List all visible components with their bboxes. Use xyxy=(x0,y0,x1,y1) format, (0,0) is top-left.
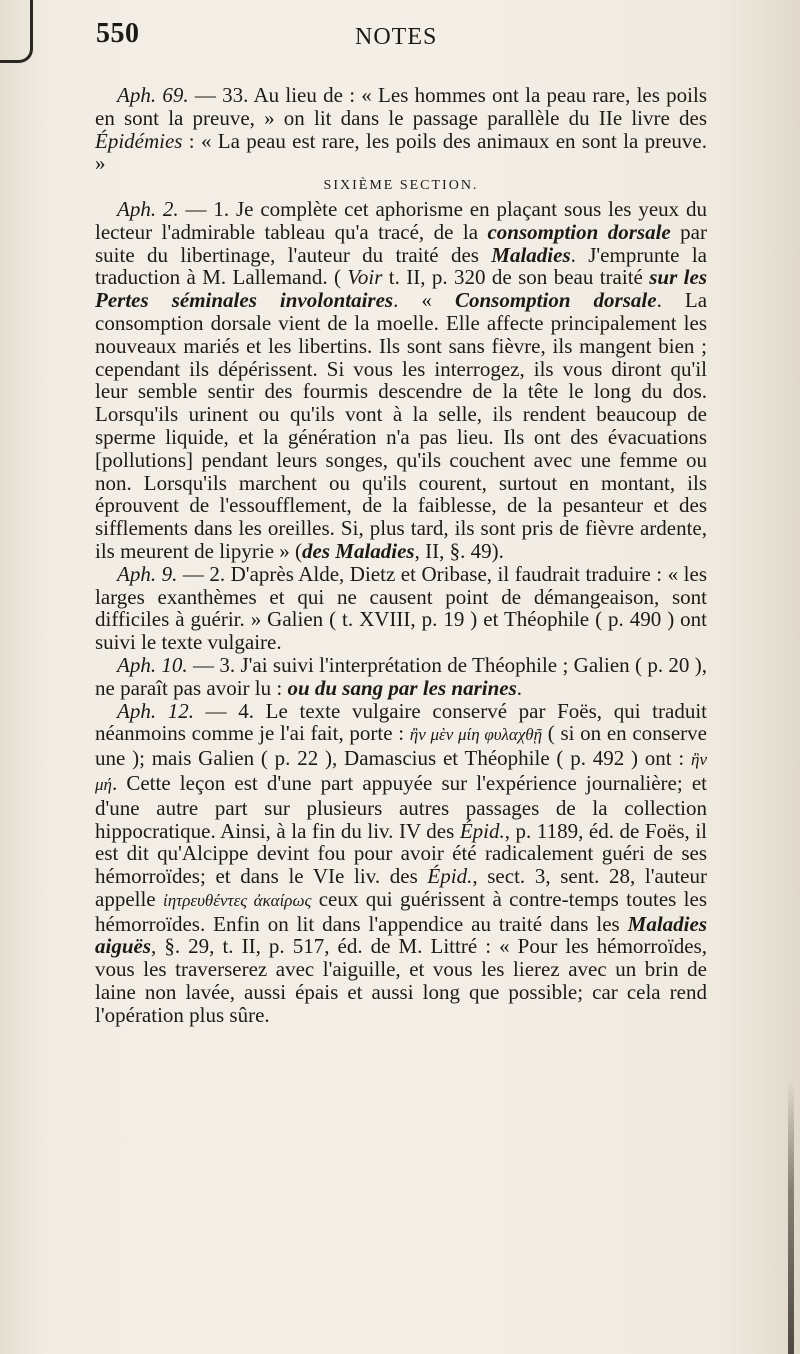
note-aph-2: Aph. 2. — 1. Je complète cet aphorisme en plaçant sous les yeux du lecteur l'admirable tableau qu'a tracé, de la consomption dorsale par suite du libertinage, l'auteur du traité des Maladies. J'emprunte la traduction à M. Lallemand. ( Voir t. II, p. 320 de son beau traité sur les Pertes séminales involontaires. « Consomption dorsale. La consomption dorsale vient de la moelle. Elle affecte principalement les nouveaux mariés et les libertins. Ils sont sans fièvre, ils mangent bien ; cependant ils dépérissent. Si vous les interrogez, ils vous diront qu'il leur semble sentir des fourmis descendre de la tête le long du dos. Lorsqu'ils urinent ou qu'ils vont à la selle, ils rendent beaucoup de sperme liquide, et la génération n'a pas lieu. Ils ont des évacuations [pollutions] pendant leurs songes, qu'ils couchent avec une femme ou non. Lorsqu'ils marchent ou qu'ils courent, surtout en montant, ils éprouvent de l'essoufflement, de la faiblesse, de la pesanteur et des sifflements dans les oreilles. Si, plus tard, ils sont pris de fièvre ardente, ils meurent de lipyrie » (des Maladies, II, §. 49). xyxy=(95,196,708,563)
note-ref: Aph. 2. xyxy=(117,196,179,221)
note-ref: Aph. 10. xyxy=(117,652,188,677)
note-ref: Aph. 12. xyxy=(117,698,194,723)
greek-text: ἢν μὲν μίη φυλαχθῇ xyxy=(409,725,543,745)
greek-text: ἢν μή xyxy=(95,750,707,794)
note-aph-12: Aph. 12. — 4. Le texte vulgaire conservé par Foës, qui traduit néanmoins comme je l'ai fait, porte : ἢν μὲν μίη φυλαχθῇ ( si on en conserve une ); mais Galien ( p. 22 ), Damascius et Théophile ( p. 492 ) ont : ἢν μή. Cette leçon est d'une part appuyée sur l'expérience journalière; et d'une autre part sur plusieurs autres passages de la collection hippocratique. Ainsi, à la fin du liv. IV des Épid., p. 1189, éd. de Foës, il est dit qu'Alcippe devint fou pour avoir été radicalement guéri de ses hémorroïdes; et dans le VIe liv. des Épid., sect. 3, sent. 28, l'auteur appelle ἰητρευθέντες ἀκαίρως ceux qui guérissent à contre-temps toutes les hémorroïdes. Enfin on lit dans l'appendice au traité dans les Maladies aiguës, §. 29, t. II, p. 517, éd. de M. Littré : « Pour les hémorroïdes, vous les traverserez avec l'aiguille, et vous les lierez avec un brin de laine non lavée, aussi épais et aussi long que possible; car cela rend l'opération plus sûre. xyxy=(95,698,708,1027)
note-aph-9: Aph. 9. — 2. D'après Alde, Dietz et Oribase, il faudrait traduire : « les larges exanthèmes et qui ne causent point de démangeaison, sont difficiles à guérir. » Galien ( t. XVIII, p. 19 ) et Théophile ( p. 490 ) ont suivi le texte vulgaire. xyxy=(95,561,707,655)
note-aph-10: Aph. 10. — 3. J'ai suivi l'interprétation de Théophile ; Galien ( p. 20 ), ne paraît pas avoir lu : ou du sang par les narines. xyxy=(95,652,708,700)
note-ref: Aph. 69. xyxy=(117,83,189,107)
note-aph-69: Aph. 69. — 33. Au lieu de : « Les hommes ont la peau rare, les poils en sont la preuve, » on lit dans le passage parallèle du IIe livre des Épidémies : « La peau est rare, les poils des animaux en sont la preuve. » xyxy=(95,83,707,176)
page-edge-shadow xyxy=(788,1080,794,1354)
running-title: NOTES xyxy=(355,24,438,50)
section-heading: SIXIÈME SECTION. xyxy=(323,178,479,194)
note-ref: Aph. 9. xyxy=(117,561,178,586)
page-corner-shadow xyxy=(0,0,33,63)
greek-text: ἰητρευθέντες ἀκαίρως xyxy=(163,890,312,910)
page-number: 550 xyxy=(96,18,140,49)
notes-body xyxy=(95,84,707,1027)
